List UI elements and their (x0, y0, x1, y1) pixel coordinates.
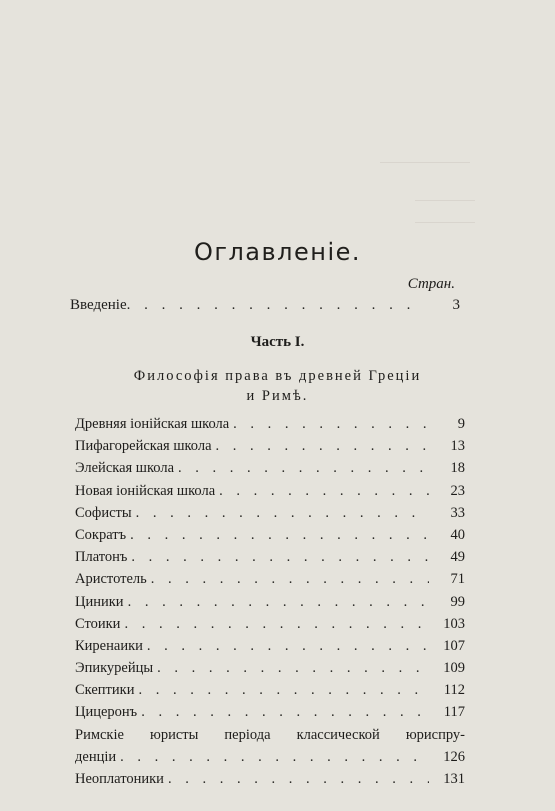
toc-row (75, 616, 465, 638)
toc-entry-label: Аристотель (75, 571, 147, 588)
toc-row (75, 771, 465, 793)
toc-entry-page: 126 (443, 748, 465, 765)
toc-entry-label: Введеніе (70, 297, 127, 313)
toc-row-wrapped (75, 727, 465, 749)
leader-dots (120, 749, 429, 766)
toc-entry-label: Циники (75, 593, 124, 610)
part-heading: Часть I. (250, 334, 305, 350)
toc-entry-label: Стоики (75, 615, 121, 632)
toc-entry-page: 117 (443, 704, 465, 721)
toc-entry-page: 103 (443, 615, 465, 632)
toc-entry-page: 107 (443, 637, 465, 654)
toc-entry-page: 33 (450, 504, 465, 521)
toc-entry-page: 13 (450, 438, 465, 455)
toc-row (75, 438, 465, 460)
toc-row-wrapped-continuation (75, 749, 465, 771)
toc-entry-label: Цицеронъ (75, 704, 138, 721)
toc-entry-page: 18 (450, 460, 465, 477)
toc-entry-page: 23 (450, 482, 465, 499)
toc-row (75, 571, 465, 593)
toc-row (75, 416, 465, 438)
toc-entry-label: Эпикурейцы (75, 660, 154, 677)
toc-entry-label: Скептики (75, 682, 135, 699)
toc-entry-page: 9 (457, 416, 465, 432)
bleed-through-shadow (415, 190, 475, 201)
table-of-contents (75, 416, 465, 793)
toc-entry-page: 109 (443, 660, 465, 677)
toc-row (75, 704, 465, 726)
toc-row (75, 505, 465, 527)
toc-row (75, 660, 465, 682)
leader-dots (147, 638, 429, 655)
toc-entry-label: Пифагорейская школа (75, 438, 212, 455)
toc-row (75, 549, 465, 571)
leader-dots (151, 571, 429, 588)
page-title: Оглавленіе. (193, 238, 362, 266)
leader-dots (138, 682, 429, 699)
section-heading (0, 366, 555, 406)
toc-entry-label: денціи (75, 748, 117, 765)
toc-row-intro (70, 297, 460, 314)
toc-entry-label: Новая іонійская школа (75, 482, 216, 499)
toc-entry-label: Элейская школа (75, 460, 175, 477)
leader-dots (131, 549, 429, 566)
leader-dots (216, 438, 429, 455)
toc-row (75, 682, 465, 704)
leader-dots (128, 594, 429, 611)
leader-dots (127, 297, 424, 314)
toc-entry-page: 3 (452, 297, 460, 313)
section-heading-line: и Римѣ. (246, 388, 309, 404)
bleed-through-shadow (380, 150, 470, 163)
leader-dots (157, 660, 429, 677)
leader-dots (141, 704, 429, 721)
toc-entry-label: Киренаики (75, 637, 143, 654)
toc-entry-page: 99 (450, 593, 465, 610)
leader-dots (233, 416, 429, 433)
page-column-label: Стран. (407, 276, 455, 292)
toc-entry-page: 71 (450, 571, 465, 588)
toc-row (75, 594, 465, 616)
toc-row (75, 638, 465, 660)
leader-dots (136, 505, 429, 522)
leader-dots (124, 616, 429, 633)
leader-dots (178, 460, 429, 477)
toc-entry-label: Платонъ (75, 549, 128, 566)
toc-entry-page: 112 (443, 682, 465, 699)
toc-row (75, 483, 465, 505)
toc-entry-page: 40 (450, 526, 465, 543)
toc-entry-label: Римскіе юристы періода классической юриспру- (75, 726, 465, 743)
toc-entry-label: Древняя іонійская школа (75, 416, 230, 432)
toc-entry-label: Неоплатоники (75, 771, 164, 787)
toc-entry-page: 49 (450, 549, 465, 566)
toc-entry-page: 131 (443, 771, 465, 787)
bleed-through-shadow (415, 212, 475, 223)
toc-entry-label: Софисты (75, 504, 132, 521)
leader-dots (130, 527, 429, 544)
toc-row (75, 527, 465, 549)
leader-dots (168, 771, 429, 788)
section-heading-line: Философія права въ древней Греціи (133, 368, 422, 384)
toc-entry-label: Сократъ (75, 526, 127, 543)
leader-dots (219, 483, 429, 500)
toc-row (75, 460, 465, 482)
